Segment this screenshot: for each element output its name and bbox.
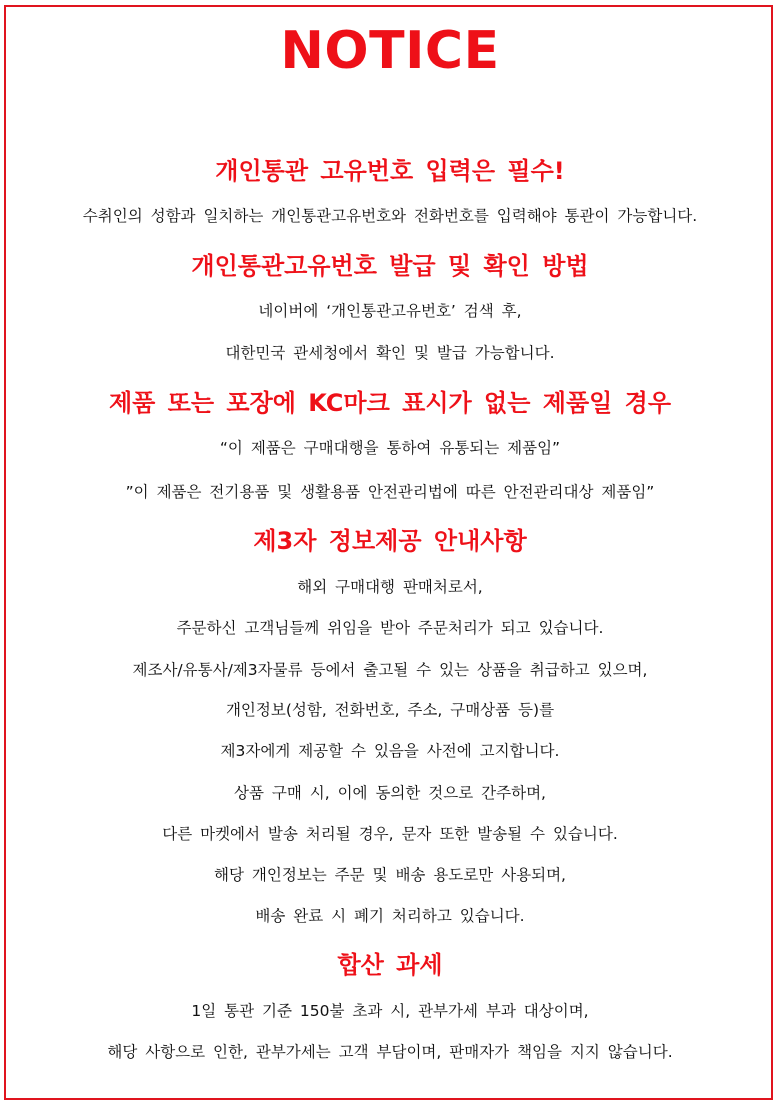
section-text-line: 제3자에게 제공할 수 있음을 사전에 고지합니다. bbox=[220, 742, 560, 760]
section-text-line: 다른 마켓에서 발송 처리될 경우, 문자 또한 발송될 수 있습니다. bbox=[162, 825, 618, 843]
section-text-line: 제조사/유통사/제3자물류 등에서 출고될 수 있는 상품을 취급하고 있으며, bbox=[132, 661, 648, 679]
section-heading-kc-mark: 제품 또는 포장에 KC마크 표시가 없는 제품일 경우 bbox=[108, 389, 672, 417]
section-heading-third-party-info: 제3자 정보제공 안내사항 bbox=[253, 527, 527, 555]
section-heading-customs-id-issuance: 개인통관고유번호 발급 및 확인 방법 bbox=[191, 252, 589, 280]
section-text-line: 배송 완료 시 폐기 처리하고 있습니다. bbox=[255, 907, 525, 925]
section-text-line: 상품 구매 시, 이에 동의한 것으로 간주하며, bbox=[234, 784, 546, 802]
section-text-line: 해당 개인정보는 주문 및 배송 용도로만 사용되며, bbox=[214, 866, 566, 884]
section-text-line: 해당 사항으로 인한, 관부가세는 고객 부담이며, 판매자가 책임을 지지 않습니다. bbox=[107, 1043, 673, 1061]
section-text-line: 개인정보(성함, 전화번호, 주소, 구매상품 등)를 bbox=[225, 701, 555, 719]
section-text-line: 네이버에 ‘개인통관고유번호’ 검색 후, bbox=[258, 302, 522, 320]
section-heading-customs-id-required: 개인통관 고유번호 입력은 필수! bbox=[215, 157, 565, 185]
section-text-line: 1일 통관 기준 150불 초과 시, 관부가세 부과 대상이며, bbox=[191, 1002, 589, 1020]
section-text-line: 해외 구매대행 판매처로서, bbox=[297, 578, 483, 596]
section-text-line: 주문하신 고객님들께 위임을 받아 주문처리가 되고 있습니다. bbox=[176, 619, 604, 637]
section-text-line: “이 제품은 구매대행을 통하여 유통되는 제품임” bbox=[219, 439, 561, 457]
section-text-line: ”이 제품은 전기용품 및 생활용품 안전관리법에 따른 안전관리대상 제품임” bbox=[125, 483, 655, 501]
section-text-line: 대한민국 관세청에서 확인 및 발급 가능합니다. bbox=[225, 344, 555, 362]
section-text-line: 수취인의 성함과 일치하는 개인통관고유번호와 전화번호를 입력해야 통관이 가능합니다. bbox=[82, 207, 698, 225]
section-heading-combined-taxation: 합산 과세 bbox=[337, 951, 443, 979]
notice-title: NOTICE bbox=[280, 21, 500, 81]
